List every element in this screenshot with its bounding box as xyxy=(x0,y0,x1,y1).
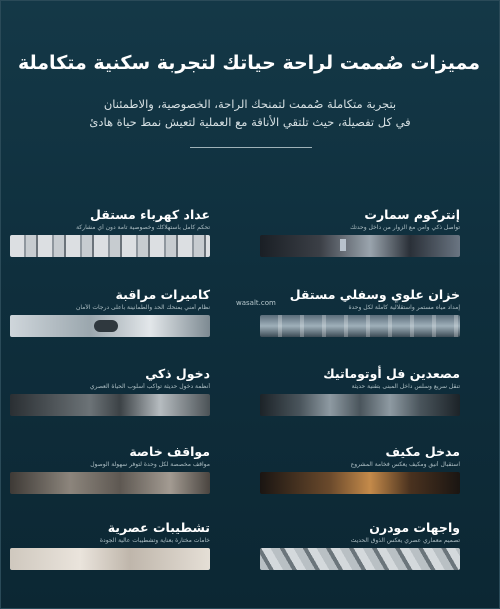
finishing-image xyxy=(10,548,210,570)
meter-image xyxy=(10,235,210,257)
feature-description: استقبال أنيق ومكيف يعكس فخامة المشروع xyxy=(350,461,460,468)
feature-description: تواصل ذكي وآمن مع الزوار من داخل وحدتك xyxy=(350,224,460,231)
feature-title: كاميرات مراقبة xyxy=(115,287,210,302)
feature-description: نظام أمني يمنحك الحد والطمأنينة بأعلى درجات الأمان xyxy=(75,304,210,311)
page-title: مميزات صُممت لراحة حياتك لتجربة سكنية متكاملة xyxy=(18,52,480,74)
feature-description: أنظمة دخول حديثة تواكب أسلوب الحياة العصري xyxy=(89,383,210,390)
feature-title: مدخل مكيف xyxy=(385,444,460,459)
parking-image xyxy=(10,472,210,494)
divider xyxy=(190,147,312,148)
feature-description: إمداد مياه مستمر واستقلالية كاملة لكل وحدة xyxy=(348,304,460,311)
feature-title: دخول ذكي xyxy=(145,366,210,381)
elevator-image xyxy=(260,394,460,416)
feature-title: مصعدين فل أوتوماتيك xyxy=(323,366,460,381)
feature-title: خزان علوي وسفلي مستقل xyxy=(289,287,460,302)
feature-intercom xyxy=(260,207,460,257)
feature-title: عداد كهرباء مستقل xyxy=(90,207,210,222)
feature-title: واجهات مودرن xyxy=(369,520,460,535)
feature-title: تشطيبات عصرية xyxy=(107,520,210,535)
smart-access-image xyxy=(10,394,210,416)
subtitle-line-1: بتجربة متكاملة صُممت لتمنحك الراحة، الخصوصية، والاطمئنان xyxy=(103,97,397,111)
feature-description: مواقف مخصصة لكل وحدة لتوفر سهولة الوصول xyxy=(90,461,210,468)
subtitle-line-2: في كل تفصيلة، حيث تلتقي الأناقة مع العملية لتعيش نمط حياة هادئ xyxy=(89,115,411,129)
feature-title: مواقف خاصة xyxy=(129,444,210,459)
feature-entrance xyxy=(260,444,460,494)
feature-description: خامات مختارة بعناية وتشطيبات عالية الجودة xyxy=(99,537,210,544)
entrance-image xyxy=(260,472,460,494)
feature-smart-access xyxy=(10,366,210,416)
water-tank-image xyxy=(260,315,460,337)
feature-description: تصميم معماري عصري يعكس الذوق الحديث xyxy=(350,537,460,544)
watermark: wasalt.com xyxy=(236,299,276,307)
feature-water-tank xyxy=(260,287,460,337)
feature-finishing xyxy=(10,520,210,570)
feature-description: تحكم كامل باستهلاكك وخصوصية تامة دون أي مشاركة xyxy=(76,224,210,231)
feature-parking xyxy=(10,444,210,494)
feature-description: تنقل سريع وسلس داخل المبنى بتقنية حديثة xyxy=(351,383,460,390)
camera-image xyxy=(10,315,210,337)
feature-facade xyxy=(260,520,460,570)
feature-elevator xyxy=(260,366,460,416)
facade-image xyxy=(260,548,460,570)
feature-meter xyxy=(10,207,210,257)
feature-camera xyxy=(10,287,210,337)
intercom-image xyxy=(260,235,460,257)
feature-title: إنتركوم سمارت xyxy=(364,207,460,222)
